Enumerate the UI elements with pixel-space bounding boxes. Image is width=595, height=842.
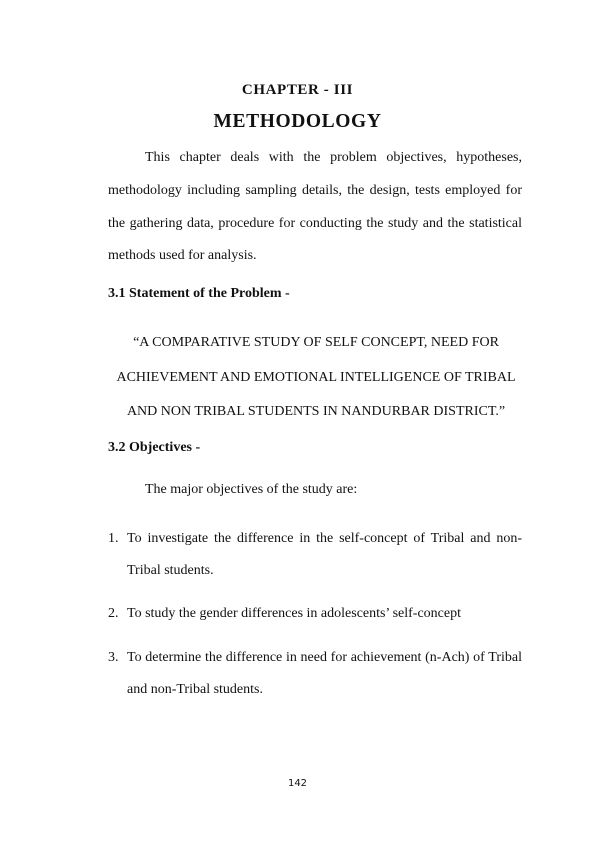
page-number: 142 [287,778,308,789]
objective-item-3 [108,642,522,706]
objective-text: To determine the difference in need for achievement (n-Ach) of Tribal and non-Tribal students. [127,650,522,697]
problem-statement-quote [100,326,532,430]
objective-number: 2. [108,606,119,621]
objective-number: 3. [108,650,119,665]
chapter-label: CHAPTER - III [241,82,354,98]
objective-item-2 [108,598,522,630]
quote-line-2: ACHIEVEMENT AND EMOTIONAL INTELLIGENCE OF TRIBAL [116,369,516,385]
objective-text: To investigate the difference in the self-concept of Tribal and non-Tribal students. [127,531,522,578]
objective-number: 1. [108,531,119,546]
intro-paragraph: This chapter deals with the problem objectives, hypotheses, methodology including sampling details, the design, tests employed for the gathering data, procedure for conducting the study and the statistical methods used for analysis. [108,150,522,264]
objective-item-1 [108,523,522,587]
quote-line-1: “A COMPARATIVE STUDY OF SELF CONCEPT, NEED FOR [133,335,499,350]
section-3-1-heading: 3.1 Statement of the Problem - [108,286,290,301]
chapter-title: METHODOLOGY [213,111,382,132]
objectives-intro: The major objectives of the study are: [145,482,358,497]
quote-line-3: AND NON TRIBAL STUDENTS IN NANDURBAR DISTRICT.” [126,404,506,420]
section-3-2-heading: 3.2 Objectives - [108,440,201,455]
objective-text: To study the gender differences in adolescents’ self-concept [127,606,461,621]
